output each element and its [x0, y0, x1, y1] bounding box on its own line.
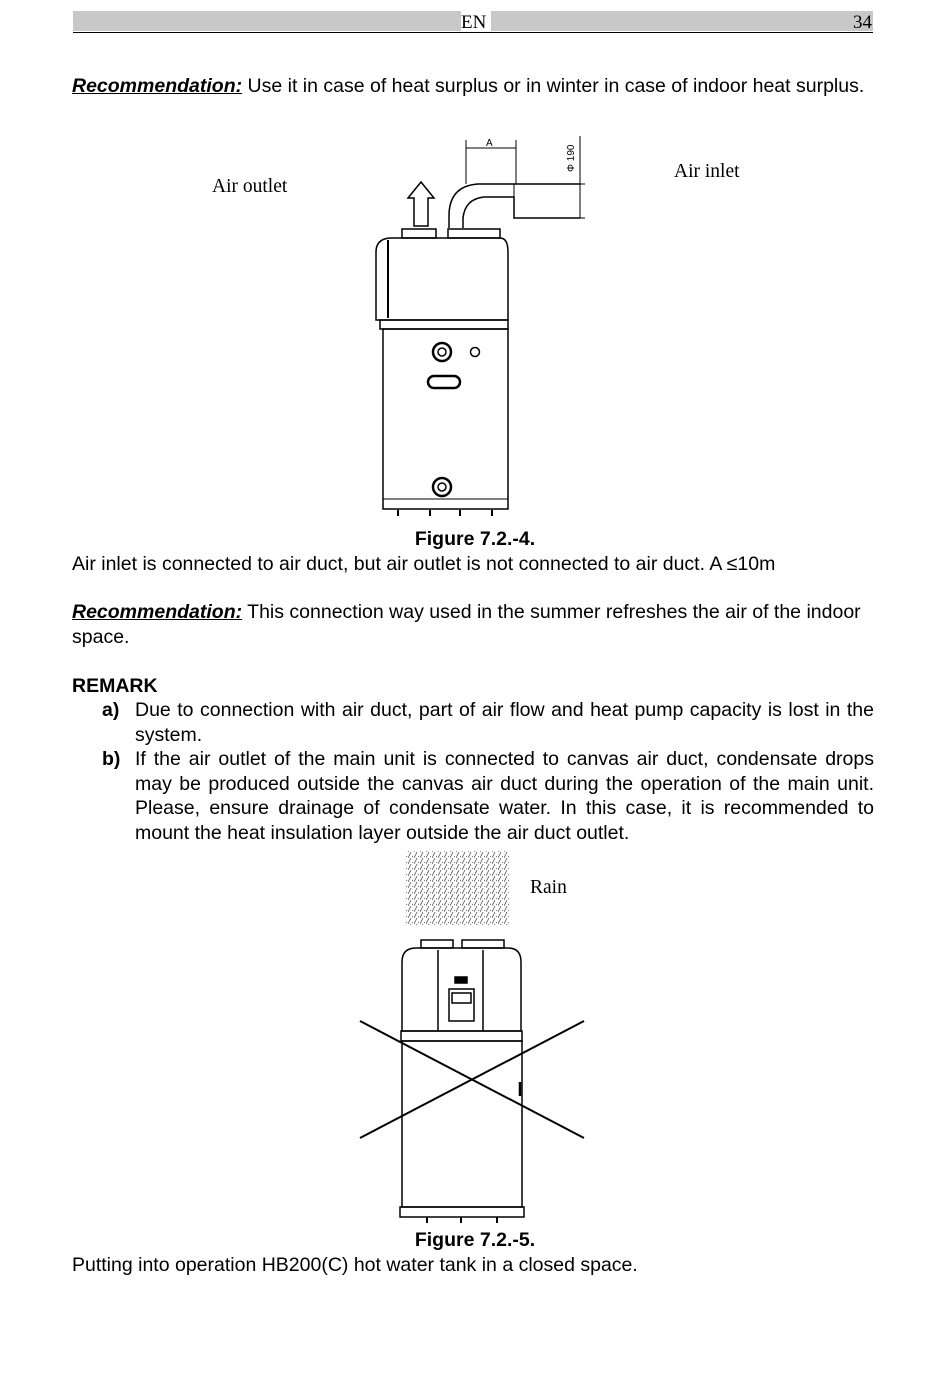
figure-7-2-4-description: Air inlet is connected to air duct, but air outlet is not connected to air duct. A ≤10m	[72, 553, 776, 575]
page-number: 34	[853, 12, 872, 33]
recommendation-text: Use it in case of heat surplus or in winter in case of indoor heat surplus.	[242, 75, 865, 97]
air-outlet-label: Air outlet	[212, 176, 288, 197]
dimension-a-label: A	[486, 138, 493, 149]
recommendation-text: This connection way used in the summer refreshes the air of the indoor space.	[72, 601, 861, 648]
header-language: EN	[461, 11, 491, 32]
figure-7-2-5-caption: Figure 7.2.-5.	[414, 1229, 536, 1251]
remark-text: If the air outlet of the main unit is connected to canvas air duct, condensate drops may be produced outside the canvas air duct during the operation of the main unit. Please, ensure drainage of condensate water. In this case, it is recommended to mount the heat insulation layer outside the air duct outlet.	[135, 748, 874, 844]
head-band	[401, 1031, 522, 1041]
air-inlet-label: Air inlet	[674, 161, 740, 182]
rain-hatch	[405, 851, 510, 925]
recommendation-lead: Recommendation:	[72, 75, 243, 97]
tank-body	[402, 1041, 522, 1207]
remark-title: REMARK	[72, 675, 158, 697]
remark-marker: b)	[102, 748, 121, 770]
rain-label: Rain	[530, 877, 567, 898]
dimension-phi-label: Φ 190	[566, 144, 577, 172]
figure-7-2-5-description: Putting into operation HB200(C) hot water tank in a closed space.	[72, 1254, 638, 1276]
recommendation-lead: Recommendation:	[72, 601, 243, 623]
remark-text: Due to connection with air duct, part of air flow and heat pump capacity is lost in the system.	[135, 699, 874, 746]
remark-marker: a)	[102, 699, 120, 721]
figure-7-2-4-caption: Figure 7.2.-4.	[414, 528, 536, 550]
